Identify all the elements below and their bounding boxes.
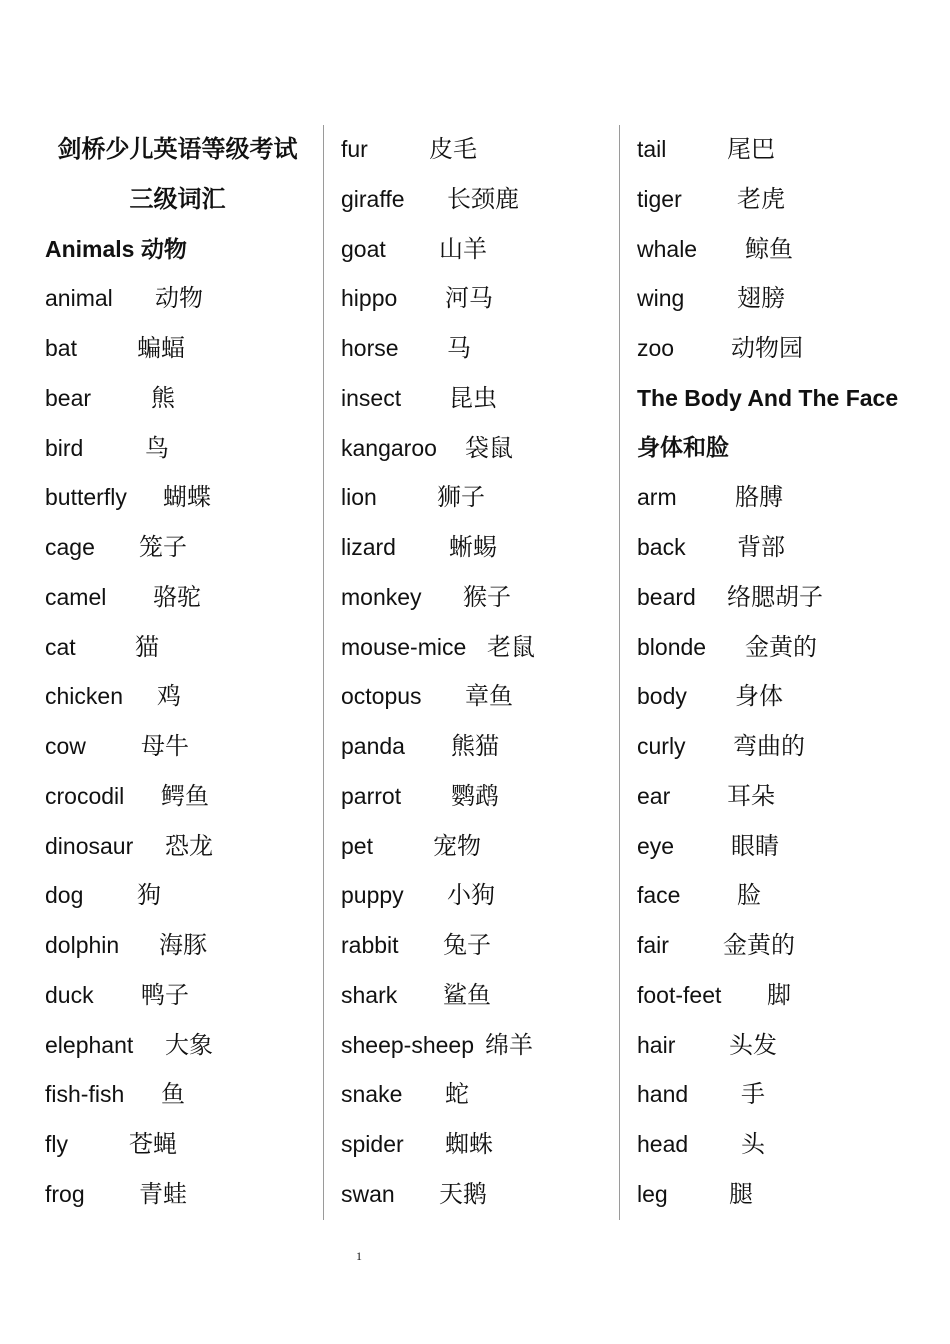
- vocab-entry: [45, 424, 315, 474]
- vocab-entry: [341, 722, 611, 772]
- chinese-translation: 宠物: [433, 831, 481, 860]
- vocab-entry: [45, 324, 315, 374]
- english-word: goat: [341, 235, 386, 262]
- vocab-entry: [341, 772, 611, 822]
- english-word: puppy: [341, 882, 404, 909]
- chinese-translation: 鳄鱼: [161, 781, 209, 810]
- english-word: camel: [45, 583, 107, 610]
- chinese-translation: 笼子: [139, 533, 187, 561]
- vocab-entry: [45, 1120, 315, 1170]
- english-word: dog: [45, 882, 84, 909]
- english-word: dinosaur: [45, 832, 134, 859]
- english-word: arm: [637, 484, 677, 511]
- chinese-translation: 母牛: [141, 732, 189, 760]
- vocab-entry: [341, 225, 611, 275]
- english-word: bat: [45, 335, 77, 361]
- column-2: [341, 125, 611, 1220]
- vocab-entry: [341, 1170, 611, 1220]
- english-word: tiger: [637, 185, 682, 212]
- vocab-entry: [341, 1070, 611, 1120]
- column-divider: [323, 125, 324, 1220]
- chinese-translation: 鲨鱼: [443, 980, 491, 1009]
- english-word: wing: [637, 285, 685, 312]
- english-word: eye: [637, 832, 675, 859]
- chinese-translation: 鸭子: [141, 980, 189, 1009]
- vocab-entry: [341, 374, 611, 424]
- chinese-translation: 胳膊: [735, 483, 783, 512]
- vocab-entry: [45, 374, 315, 424]
- chinese-translation: 脸: [737, 881, 761, 910]
- vocab-entry: [341, 274, 611, 324]
- chinese-translation: 绵羊: [485, 1030, 533, 1059]
- vocab-entry: [637, 722, 937, 772]
- chinese-translation: 身体: [735, 682, 783, 711]
- english-word: dolphin: [45, 932, 120, 958]
- vocab-entry: [341, 623, 611, 673]
- chinese-translation: 袋鼠: [465, 433, 513, 462]
- vocab-entry: [45, 1170, 315, 1220]
- english-word: duck: [45, 981, 94, 1008]
- english-word: blonde: [637, 633, 707, 660]
- vocab-entry: [341, 125, 611, 175]
- vocab-entry: [341, 672, 611, 722]
- chinese-translation: 蜥蜴: [449, 533, 497, 561]
- english-word: cow: [45, 733, 86, 759]
- vocab-entry: [637, 871, 937, 921]
- chinese-translation: 恐龙: [165, 831, 213, 860]
- english-word: giraffe: [341, 185, 405, 212]
- vocab-entry: [637, 324, 937, 374]
- chinese-translation: 猫: [135, 632, 159, 661]
- vocab-entry: [341, 1021, 611, 1071]
- chinese-translation: 金黄的: [723, 931, 795, 959]
- english-word: elephant: [45, 1031, 134, 1058]
- english-word: fur: [341, 136, 368, 162]
- english-word: spider: [341, 1131, 404, 1157]
- vocab-entry: [341, 921, 611, 971]
- english-word: crocodil: [45, 782, 125, 809]
- document-title-line-2: 三级词汇: [129, 184, 226, 213]
- english-word: body: [637, 683, 687, 710]
- english-word: animal: [45, 285, 113, 312]
- chinese-translation: 骆驼: [153, 582, 201, 611]
- english-word: panda: [341, 733, 405, 759]
- english-word: shark: [341, 981, 398, 1008]
- english-word: pet: [341, 832, 373, 859]
- chinese-translation: 苍蝇: [129, 1130, 177, 1158]
- english-word: insect: [341, 384, 402, 411]
- chinese-translation: 狮子: [437, 483, 485, 512]
- chinese-translation: 青蛙: [139, 1179, 187, 1208]
- vocab-entry: [637, 175, 937, 225]
- chinese-translation: 老鼠: [487, 632, 535, 661]
- chinese-translation: 章鱼: [465, 682, 513, 711]
- english-word: bird: [45, 434, 84, 461]
- vocab-entry: [45, 623, 315, 673]
- chinese-translation: 头发: [729, 1030, 777, 1059]
- vocab-entry: [341, 473, 611, 523]
- english-word: lion: [341, 484, 377, 511]
- vocab-entry: [45, 1021, 315, 1071]
- vocab-entry: [341, 324, 611, 374]
- chinese-translation: 大象: [165, 1030, 213, 1059]
- vocab-entry: [45, 971, 315, 1021]
- english-word: fly: [45, 1131, 68, 1157]
- chinese-translation: 耳朵: [727, 781, 775, 810]
- english-word: frog: [45, 1180, 85, 1207]
- english-word: whale: [637, 235, 698, 262]
- chinese-translation: 背部: [737, 533, 785, 561]
- english-word: cat: [45, 633, 76, 660]
- chinese-translation: 山羊: [439, 234, 487, 263]
- english-word: foot-feet: [637, 981, 722, 1008]
- chinese-translation: 老虎: [737, 184, 785, 213]
- vocab-entry: [45, 921, 315, 971]
- vocab-entry: [341, 1120, 611, 1170]
- chinese-translation: 金黄的: [745, 632, 817, 661]
- vocab-entry: [637, 623, 937, 673]
- chinese-translation: 尾巴: [727, 135, 775, 163]
- chinese-translation: 鸡: [157, 682, 181, 711]
- english-word: fair: [637, 932, 669, 958]
- vocab-entry: [637, 822, 937, 872]
- chinese-translation: 络腮胡子: [727, 582, 823, 611]
- english-word: rabbit: [341, 932, 399, 958]
- chinese-translation: 翅膀: [737, 284, 785, 313]
- vocab-entry: [45, 523, 315, 573]
- chinese-translation: 鸟: [145, 433, 169, 462]
- english-word: snake: [341, 1081, 403, 1108]
- vocab-entry: [637, 573, 937, 623]
- vocab-entry: [637, 1170, 937, 1220]
- vocab-entry: [45, 871, 315, 921]
- vocab-entry: [341, 822, 611, 872]
- english-word: zoo: [637, 335, 675, 361]
- english-word: mouse-mice: [341, 633, 467, 660]
- english-word: cage: [45, 534, 95, 560]
- vocab-entry: [637, 971, 937, 1021]
- chinese-translation: 蜘蛛: [445, 1130, 493, 1158]
- vocab-list-column-2: [341, 125, 611, 1220]
- vocab-entry: [45, 722, 315, 772]
- vocab-entry: [45, 672, 315, 722]
- column-3: [637, 125, 937, 1220]
- english-word: hair: [637, 1031, 676, 1058]
- vocab-entry: [45, 1070, 315, 1120]
- page-number: 1: [356, 1249, 362, 1263]
- section-heading-animals: Animals 动物: [45, 235, 187, 262]
- vocab-entry: [637, 274, 937, 324]
- english-word: head: [637, 1131, 689, 1157]
- vocab-entry: [637, 523, 937, 573]
- vocab-entry: [341, 175, 611, 225]
- chinese-translation: 熊猫: [451, 732, 499, 760]
- english-word: octopus: [341, 683, 422, 710]
- chinese-translation: 猴子: [463, 582, 511, 611]
- chinese-translation: 蛇: [445, 1080, 469, 1109]
- vocab-entry: [637, 473, 937, 523]
- vocab-entry: [637, 672, 937, 722]
- chinese-translation: 蝴蝶: [163, 483, 211, 512]
- chinese-translation: 皮毛: [429, 135, 477, 163]
- chinese-translation: 脚: [767, 980, 791, 1009]
- vocab-entry: [637, 225, 937, 275]
- vocab-entry: [637, 921, 937, 971]
- chinese-translation: 动物园: [731, 334, 803, 362]
- chinese-translation: 眼睛: [731, 831, 779, 860]
- chinese-translation: 动物: [155, 284, 203, 313]
- vocab-entry: [341, 424, 611, 474]
- chinese-translation: 昆虫: [449, 383, 497, 412]
- chinese-translation: 手: [741, 1080, 765, 1109]
- chinese-translation: 马: [447, 334, 471, 362]
- english-word: horse: [341, 335, 399, 361]
- chinese-translation: 河马: [445, 284, 493, 313]
- english-word: leg: [637, 1180, 668, 1207]
- vocab-entry: [45, 822, 315, 872]
- english-word: chicken: [45, 683, 123, 710]
- vocab-entry: [637, 1070, 937, 1120]
- chinese-translation: 头: [741, 1130, 765, 1158]
- english-word: fish-fish: [45, 1081, 125, 1108]
- english-word: hand: [637, 1081, 689, 1108]
- chinese-translation: 腿: [729, 1179, 753, 1208]
- english-word: monkey: [341, 583, 422, 610]
- vocab-list-column-3-animals: [637, 125, 937, 374]
- vocab-entry: [45, 573, 315, 623]
- english-word: sheep-sheep: [341, 1031, 474, 1058]
- chinese-translation: 鲸鱼: [745, 234, 793, 263]
- english-word: tail: [637, 136, 667, 162]
- vocab-entry: [45, 772, 315, 822]
- document-title-line-1: 剑桥少儿英语等级考试: [57, 135, 298, 163]
- vocab-entry: [45, 473, 315, 523]
- vocab-entry: [45, 274, 315, 324]
- column-1: [45, 125, 315, 1220]
- chinese-translation: 弯曲的: [733, 732, 805, 760]
- english-word: hippo: [341, 285, 398, 312]
- chinese-translation: 蝙蝠: [137, 334, 185, 362]
- chinese-translation: 熊: [151, 383, 175, 412]
- vocab-entry: [637, 772, 937, 822]
- vocab-entry: [341, 573, 611, 623]
- english-word: bear: [45, 384, 92, 411]
- english-word: kangaroo: [341, 434, 437, 461]
- vocab-entry: [637, 1021, 937, 1071]
- vocab-entry: [341, 523, 611, 573]
- chinese-translation: 鹦鹉: [451, 781, 499, 810]
- section-heading-body-zh: 身体和脸: [637, 434, 729, 461]
- chinese-translation: 狗: [137, 881, 161, 910]
- english-word: back: [637, 534, 686, 560]
- english-word: ear: [637, 782, 671, 809]
- english-word: face: [637, 882, 681, 909]
- english-word: butterfly: [45, 484, 127, 511]
- vocab-list-column-1: [45, 274, 315, 1219]
- chinese-translation: 兔子: [443, 931, 491, 959]
- vocab-entry: [637, 125, 937, 175]
- vocab-list-column-3-body: [637, 473, 937, 1219]
- english-word: curly: [637, 733, 686, 759]
- vocab-entry: [341, 971, 611, 1021]
- english-word: swan: [341, 1180, 395, 1207]
- section-heading-body-en: The Body And The Face: [637, 384, 899, 411]
- chinese-translation: 长颈鹿: [447, 184, 519, 213]
- column-divider: [619, 125, 620, 1220]
- chinese-translation: 鱼: [161, 1080, 185, 1109]
- english-word: parrot: [341, 782, 402, 809]
- vocab-entry: [637, 1120, 937, 1170]
- chinese-translation: 海豚: [159, 931, 207, 959]
- chinese-translation: 天鹅: [439, 1179, 487, 1208]
- vocab-entry: [341, 871, 611, 921]
- english-word: lizard: [341, 534, 396, 560]
- english-word: beard: [637, 583, 696, 610]
- chinese-translation: 小狗: [447, 881, 495, 910]
